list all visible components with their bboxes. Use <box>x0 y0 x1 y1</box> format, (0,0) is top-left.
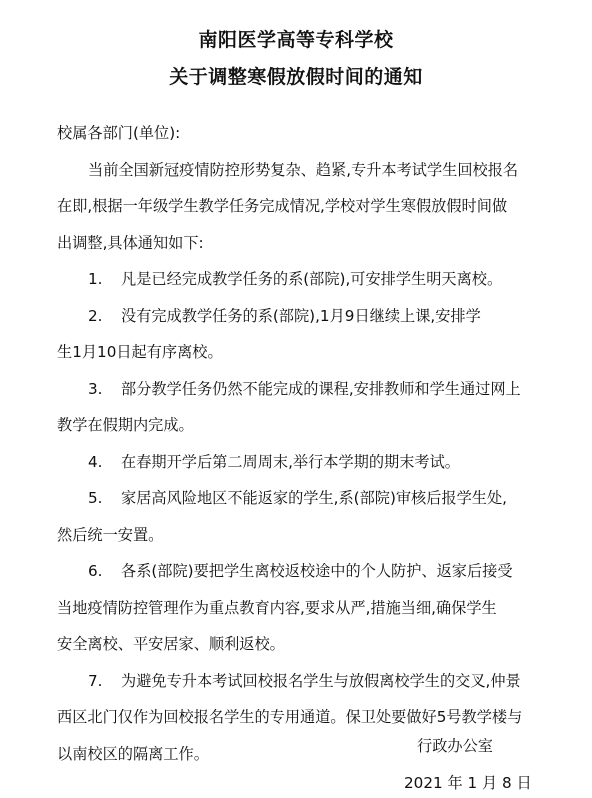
item-continuation: 西区北门仅作为回校报名学生的专用通道。保卫处要做好5号教学楼与 <box>57 708 523 726</box>
item-text: 部分教学任务仍然不能完成的课程,安排教师和学生通过网上 <box>121 379 521 398</box>
list-item <box>57 553 557 590</box>
item-continuation: 当地疫情防控管理作为重点教育内容,要求从严,措施当细,确保学生 <box>57 598 497 617</box>
document-body <box>57 115 557 772</box>
list-item <box>57 298 557 335</box>
item-continuation: 以南校区的隔离工作。 <box>57 744 209 763</box>
list-item <box>57 663 557 700</box>
item-number: 1. <box>88 270 103 288</box>
item-number: 5. <box>88 489 103 507</box>
signature-date: 2021 年 1 月 8 日 <box>404 774 532 792</box>
item-text: 没有完成教学任务的系(部院),1月9日继续上课,安排学 <box>121 306 481 325</box>
item-continuation: 生1月10日起有序离校。 <box>57 343 223 361</box>
document-title-school: 南阳医学高等专科学校 <box>198 29 394 51</box>
item-number: 2. <box>88 306 103 325</box>
list-item <box>57 371 557 408</box>
item-text: 家居高风险地区不能返家的学生,系(部院)审核后报学生处, <box>121 489 508 507</box>
item-number: 4. <box>88 452 103 471</box>
item-continuation: 教学在假期内完成。 <box>57 416 194 434</box>
item-text: 为避免专升本考试回校报名学生与放假离校学生的交叉,仲景 <box>121 671 521 690</box>
list-item <box>57 261 557 298</box>
item-continuation: 然后统一安置。 <box>57 525 164 544</box>
item-continuation: 安全离校、平安居家、顺利返校。 <box>57 635 285 653</box>
item-number: 3. <box>88 379 103 398</box>
item-text: 各系(部院)要把学生离校返校途中的个人防护、返家后接受 <box>121 562 513 580</box>
intro-line: 在即,根据一年级学生教学任务完成情况,学校对学生寒假放假时间做 <box>57 197 508 215</box>
list-item <box>57 444 557 481</box>
intro-line: 出调整,具体通知如下: <box>57 233 204 252</box>
item-text: 在春期开学后第二周周末,举行本学期的期末考试。 <box>121 452 460 471</box>
item-number: 6. <box>88 562 103 580</box>
document-title-notice: 关于调整寒假放假时间的通知 <box>169 66 423 88</box>
intro-line: 当前全国新冠疫情防控形势复杂、趋紧,专升本考试学生回校报名 <box>88 160 519 179</box>
item-text: 凡是已经完成教学任务的系(部院),可安排学生明天离校。 <box>121 270 503 288</box>
signature-office: 行政办公室 <box>417 737 493 755</box>
item-number: 7. <box>88 671 103 690</box>
salutation: 校属各部门(单位): <box>57 124 181 142</box>
list-item <box>57 480 557 517</box>
